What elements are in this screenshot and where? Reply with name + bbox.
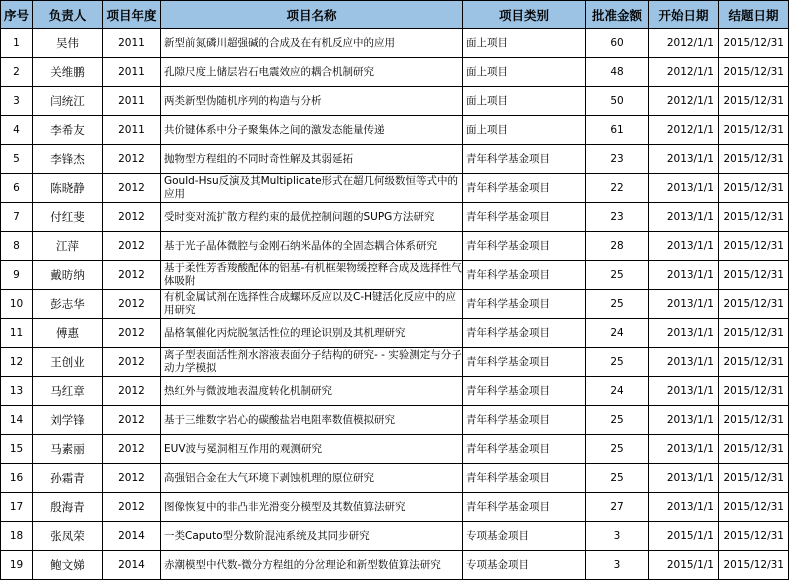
- cell-start-date: 2012/1/1: [649, 116, 719, 145]
- cell-title: 基于柔性芳香羧酸配体的铝基-有机框架物缓控释合成及选择性气体吸附: [161, 261, 463, 290]
- cell-category: 青年科学基金项目: [463, 464, 586, 493]
- cell-start-date: 2013/1/1: [649, 464, 719, 493]
- cell-no: 3: [1, 87, 33, 116]
- cell-leader: 刘学锋: [33, 406, 103, 435]
- cell-start-date: 2013/1/1: [649, 435, 719, 464]
- cell-no: 2: [1, 58, 33, 87]
- cell-no: 13: [1, 377, 33, 406]
- cell-end-date: 2015/12/31: [719, 551, 789, 580]
- cell-end-date: 2015/12/31: [719, 58, 789, 87]
- cell-title: 新型前氮磷川超强碱的合成及在有机反应中的应用: [161, 29, 463, 58]
- cell-category: 面上项目: [463, 29, 586, 58]
- cell-start-date: 2013/1/1: [649, 203, 719, 232]
- cell-leader: 李锋杰: [33, 145, 103, 174]
- cell-start-date: 2013/1/1: [649, 145, 719, 174]
- cell-leader: 马红章: [33, 377, 103, 406]
- cell-year: 2014: [103, 522, 161, 551]
- cell-end-date: 2015/12/31: [719, 406, 789, 435]
- cell-leader: 张凤荣: [33, 522, 103, 551]
- cell-amount: 22: [586, 174, 649, 203]
- cell-title: 孔隙尺度上储层岩石电震效应的耦合机制研究: [161, 58, 463, 87]
- cell-start-date: 2013/1/1: [649, 406, 719, 435]
- cell-amount: 48: [586, 58, 649, 87]
- cell-category: 青年科学基金项目: [463, 261, 586, 290]
- cell-end-date: 2015/12/31: [719, 261, 789, 290]
- table-row: [1, 522, 789, 551]
- table-row: [1, 406, 789, 435]
- cell-no: 8: [1, 232, 33, 261]
- cell-start-date: 2013/1/1: [649, 290, 719, 319]
- table-row: [1, 319, 789, 348]
- table-row: [1, 232, 789, 261]
- cell-start-date: 2013/1/1: [649, 493, 719, 522]
- cell-year: 2011: [103, 116, 161, 145]
- cell-leader: 陈晓静: [33, 174, 103, 203]
- cell-leader: 闫统江: [33, 87, 103, 116]
- cell-title: 晶格氧催化丙烷脱氢活性位的理论识别及其机理研究: [161, 319, 463, 348]
- cell-amount: 24: [586, 377, 649, 406]
- cell-amount: 25: [586, 435, 649, 464]
- cell-no: 18: [1, 522, 33, 551]
- header-no: 序号: [1, 1, 33, 29]
- cell-amount: 60: [586, 29, 649, 58]
- cell-end-date: 2015/12/31: [719, 145, 789, 174]
- cell-leader: 王创业: [33, 348, 103, 377]
- header-start-date: 开始日期: [649, 1, 719, 29]
- table-row: [1, 87, 789, 116]
- cell-title: 共价键体系中分子聚集体之间的激发态能量传递: [161, 116, 463, 145]
- cell-title: 一类Caputo型分数阶混沌系统及其同步研究: [161, 522, 463, 551]
- header-category: 项目类别: [463, 1, 586, 29]
- cell-end-date: 2015/12/31: [719, 464, 789, 493]
- table-row: [1, 174, 789, 203]
- cell-end-date: 2015/12/31: [719, 232, 789, 261]
- header-year: 项目年度: [103, 1, 161, 29]
- cell-category: 青年科学基金项目: [463, 435, 586, 464]
- cell-category: 青年科学基金项目: [463, 493, 586, 522]
- cell-category: 青年科学基金项目: [463, 232, 586, 261]
- cell-year: 2012: [103, 464, 161, 493]
- cell-category: 面上项目: [463, 87, 586, 116]
- table-row: [1, 435, 789, 464]
- cell-no: 15: [1, 435, 33, 464]
- table-body: [1, 29, 789, 580]
- cell-start-date: 2012/1/1: [649, 58, 719, 87]
- table-row: [1, 493, 789, 522]
- cell-category: 面上项目: [463, 116, 586, 145]
- cell-amount: 28: [586, 232, 649, 261]
- cell-end-date: 2015/12/31: [719, 290, 789, 319]
- cell-year: 2012: [103, 232, 161, 261]
- cell-end-date: 2015/12/31: [719, 87, 789, 116]
- cell-year: 2012: [103, 348, 161, 377]
- cell-end-date: 2015/12/31: [719, 377, 789, 406]
- table-row: [1, 29, 789, 58]
- cell-title: 抛物型方程组的不同时奇性解及其弱延拓: [161, 145, 463, 174]
- cell-category: 青年科学基金项目: [463, 290, 586, 319]
- cell-year: 2012: [103, 377, 161, 406]
- cell-amount: 50: [586, 87, 649, 116]
- cell-year: 2011: [103, 87, 161, 116]
- table-row: [1, 145, 789, 174]
- cell-title: 图像恢复中的非凸非光滑变分模型及其数值算法研究: [161, 493, 463, 522]
- cell-category: 青年科学基金项目: [463, 203, 586, 232]
- header-amount: 批准金额: [586, 1, 649, 29]
- cell-year: 2011: [103, 58, 161, 87]
- cell-start-date: 2012/1/1: [649, 87, 719, 116]
- cell-no: 10: [1, 290, 33, 319]
- cell-year: 2012: [103, 319, 161, 348]
- cell-amount: 25: [586, 464, 649, 493]
- header-row: [1, 1, 789, 29]
- cell-end-date: 2015/12/31: [719, 493, 789, 522]
- cell-leader: 李希友: [33, 116, 103, 145]
- table-row: [1, 551, 789, 580]
- cell-end-date: 2015/12/31: [719, 319, 789, 348]
- cell-amount: 3: [586, 551, 649, 580]
- cell-leader: 傅惠: [33, 319, 103, 348]
- cell-end-date: 2015/12/31: [719, 29, 789, 58]
- cell-start-date: 2013/1/1: [649, 377, 719, 406]
- cell-end-date: 2015/12/31: [719, 116, 789, 145]
- cell-leader: 关维鹏: [33, 58, 103, 87]
- cell-year: 2012: [103, 145, 161, 174]
- cell-title: EUV波与冕洞相互作用的观测研究: [161, 435, 463, 464]
- cell-title: 有机金属试剂在选择性合成螺环反应以及C-H键活化反应中的应用研究: [161, 290, 463, 319]
- cell-amount: 61: [586, 116, 649, 145]
- cell-no: 1: [1, 29, 33, 58]
- cell-leader: 鲍文娣: [33, 551, 103, 580]
- cell-amount: 24: [586, 319, 649, 348]
- cell-title: 赤潮模型中代数-微分方程组的分岔理论和新型数值算法研究: [161, 551, 463, 580]
- table-row: [1, 58, 789, 87]
- cell-amount: 25: [586, 261, 649, 290]
- cell-title: 高强铝合金在大气环境下剥蚀机理的原位研究: [161, 464, 463, 493]
- cell-start-date: 2015/1/1: [649, 551, 719, 580]
- cell-amount: 25: [586, 290, 649, 319]
- cell-start-date: 2013/1/1: [649, 319, 719, 348]
- cell-year: 2012: [103, 435, 161, 464]
- cell-amount: 3: [586, 522, 649, 551]
- cell-start-date: 2012/1/1: [649, 29, 719, 58]
- cell-category: 面上项目: [463, 58, 586, 87]
- cell-leader: 吴伟: [33, 29, 103, 58]
- cell-start-date: 2013/1/1: [649, 232, 719, 261]
- table-row: [1, 261, 789, 290]
- cell-title: 两类新型伪随机序列的构造与分析: [161, 87, 463, 116]
- cell-no: 7: [1, 203, 33, 232]
- cell-start-date: 2013/1/1: [649, 174, 719, 203]
- table-row: [1, 290, 789, 319]
- table-row: [1, 116, 789, 145]
- cell-year: 2014: [103, 551, 161, 580]
- cell-year: 2012: [103, 203, 161, 232]
- cell-year: 2012: [103, 493, 161, 522]
- cell-no: 19: [1, 551, 33, 580]
- cell-amount: 25: [586, 348, 649, 377]
- cell-end-date: 2015/12/31: [719, 522, 789, 551]
- cell-start-date: 2013/1/1: [649, 261, 719, 290]
- cell-category: 专项基金项目: [463, 522, 586, 551]
- cell-title: 基于三维数字岩心的碳酸盐岩电阻率数值模拟研究: [161, 406, 463, 435]
- cell-amount: 23: [586, 203, 649, 232]
- cell-title: 热红外与微波地表温度转化机制研究: [161, 377, 463, 406]
- cell-end-date: 2015/12/31: [719, 203, 789, 232]
- cell-category: 青年科学基金项目: [463, 145, 586, 174]
- cell-category: 青年科学基金项目: [463, 406, 586, 435]
- cell-category: 青年科学基金项目: [463, 174, 586, 203]
- cell-amount: 25: [586, 406, 649, 435]
- cell-no: 16: [1, 464, 33, 493]
- cell-leader: 戴昉纳: [33, 261, 103, 290]
- cell-no: 9: [1, 261, 33, 290]
- cell-amount: 27: [586, 493, 649, 522]
- cell-end-date: 2015/12/31: [719, 174, 789, 203]
- cell-year: 2012: [103, 174, 161, 203]
- cell-year: 2012: [103, 261, 161, 290]
- cell-leader: 江萍: [33, 232, 103, 261]
- cell-no: 6: [1, 174, 33, 203]
- table-row: [1, 464, 789, 493]
- table-row: [1, 203, 789, 232]
- cell-no: 5: [1, 145, 33, 174]
- cell-no: 4: [1, 116, 33, 145]
- table-row: [1, 377, 789, 406]
- cell-category: 青年科学基金项目: [463, 348, 586, 377]
- cell-leader: 马素丽: [33, 435, 103, 464]
- header-leader: 负责人: [33, 1, 103, 29]
- cell-category: 青年科学基金项目: [463, 319, 586, 348]
- cell-no: 12: [1, 348, 33, 377]
- cell-year: 2012: [103, 290, 161, 319]
- cell-title: Gould-Hsu反演及其Multiplicate形式在超几何级数恒等式中的应用: [161, 174, 463, 203]
- cell-end-date: 2015/12/31: [719, 435, 789, 464]
- cell-no: 17: [1, 493, 33, 522]
- cell-leader: 孙霜青: [33, 464, 103, 493]
- cell-no: 14: [1, 406, 33, 435]
- cell-leader: 殷海青: [33, 493, 103, 522]
- cell-category: 青年科学基金项目: [463, 377, 586, 406]
- cell-category: 专项基金项目: [463, 551, 586, 580]
- cell-leader: 彭志华: [33, 290, 103, 319]
- header-end-date: 结题日期: [719, 1, 789, 29]
- cell-title: 基于光子晶体微腔与金刚石纳米晶体的全固态耦合体系研究: [161, 232, 463, 261]
- cell-title: 受时变对流扩散方程约束的最优控制问题的SUPG方法研究: [161, 203, 463, 232]
- cell-leader: 付红斐: [33, 203, 103, 232]
- table-row: [1, 348, 789, 377]
- cell-end-date: 2015/12/31: [719, 348, 789, 377]
- cell-start-date: 2015/1/1: [649, 522, 719, 551]
- cell-amount: 23: [586, 145, 649, 174]
- header-title: 项目名称: [161, 1, 463, 29]
- cell-start-date: 2013/1/1: [649, 348, 719, 377]
- cell-year: 2012: [103, 406, 161, 435]
- cell-title: 离子型表面活性剂水溶液表面分子结构的研究- - 实验测定与分子动力学模拟: [161, 348, 463, 377]
- cell-no: 11: [1, 319, 33, 348]
- cell-year: 2011: [103, 29, 161, 58]
